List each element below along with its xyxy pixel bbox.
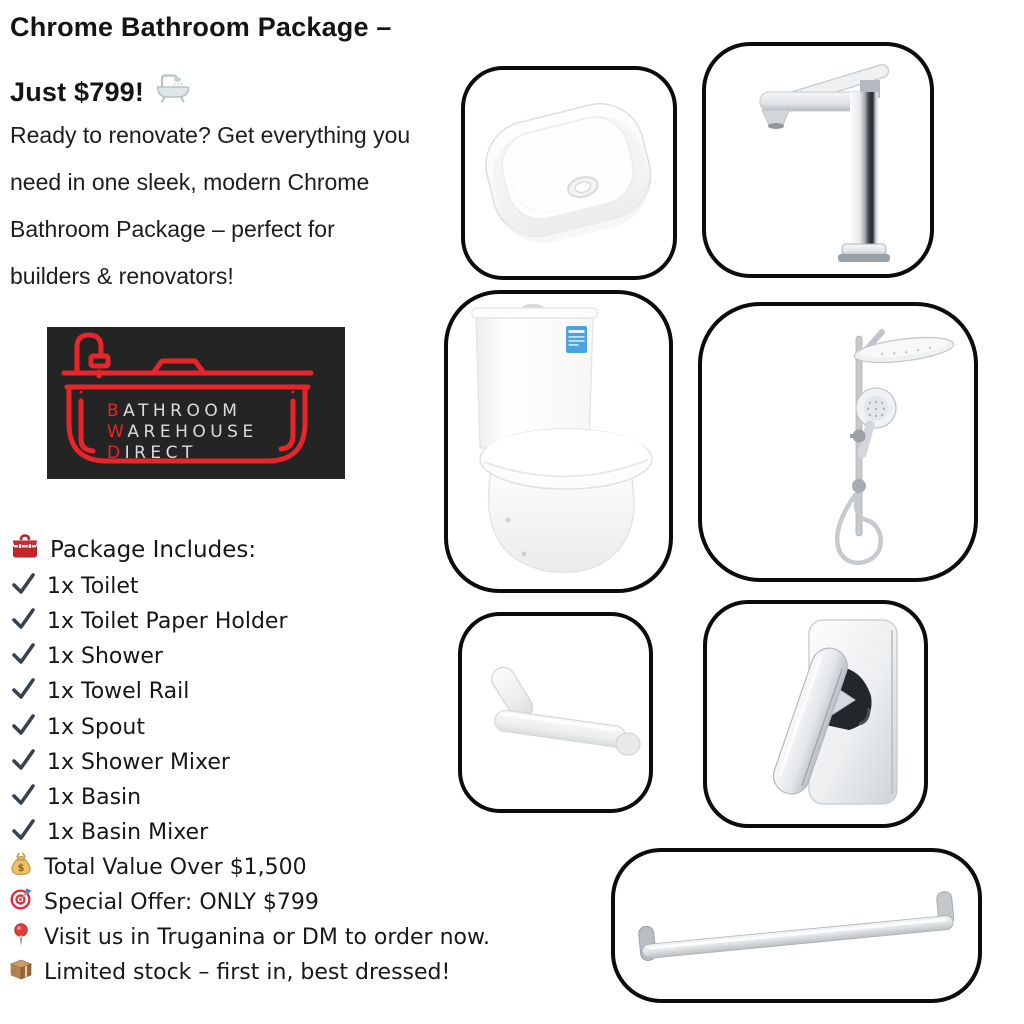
page-title-line1: Chrome Bathroom Package –: [10, 12, 392, 42]
intro-line: builders & renovators!: [10, 263, 234, 289]
product-tile-shower: [698, 302, 978, 582]
offer-label: Total Value Over $1,500: [44, 854, 307, 880]
back-to-wall-toilet-image: [450, 296, 667, 587]
product-tile-towel-rail: [611, 848, 982, 1003]
target-icon: [8, 886, 34, 918]
money-bag-icon: [8, 851, 34, 883]
logo-line-warehouse: WAREHOUSE: [107, 422, 258, 442]
toilet-paper-holder-image: [464, 618, 647, 807]
pushpin-icon: [8, 921, 34, 953]
checkmark-icon: [10, 605, 37, 638]
product-tile-shower-mixer: [703, 600, 928, 828]
list-item-label: 1x Towel Rail: [47, 679, 190, 704]
offer-special: [8, 886, 319, 918]
brand-logo: [47, 327, 345, 484]
list-item: [10, 711, 145, 744]
tall-basin-mixer-image: [708, 48, 928, 272]
checkmark-icon: [10, 711, 37, 744]
checkmark-icon: [10, 816, 37, 849]
list-item: [10, 816, 208, 849]
list-item-label: 1x Spout: [47, 715, 145, 740]
single-towel-rail-image: [617, 854, 976, 997]
list-item-label: 1x Basin: [47, 785, 142, 810]
intro-line: Bathroom Package – perfect for: [10, 216, 335, 242]
checkmark-icon: [10, 746, 37, 779]
list-item-label: 1x Shower Mixer: [47, 750, 230, 775]
intro-line: Ready to renovate? Get everything you: [10, 122, 411, 148]
list-item-label: 1x Toilet: [47, 574, 139, 599]
toolbox-icon: [10, 533, 40, 566]
offer-label: Special Offer: ONLY $799: [44, 889, 319, 915]
list-item: [10, 640, 163, 673]
logo-line-direct: DIRECT: [107, 443, 197, 463]
list-item: [10, 675, 189, 708]
intro-line: need in one sleek, modern Chrome: [10, 169, 370, 195]
offer-stock: [8, 956, 450, 988]
twin-rail-shower-image: [704, 308, 972, 576]
offer-total-value: [8, 851, 307, 883]
wall-shower-mixer-image: [709, 606, 922, 822]
checkmark-icon: [10, 675, 37, 708]
list-item-label: 1x Toilet Paper Holder: [47, 609, 288, 634]
list-item: [10, 570, 139, 603]
page-title-price: Just $799!: [10, 77, 145, 107]
svg-text:$: $: [17, 863, 25, 874]
checkmark-icon: [10, 570, 37, 603]
offer-label: Limited stock – first in, best dressed!: [44, 959, 451, 985]
list-item: [10, 746, 230, 779]
checkmark-icon: [10, 640, 37, 673]
product-tile-basin: [461, 66, 677, 280]
product-tile-basin-mixer: [702, 42, 934, 278]
vessel-basin-image: [467, 72, 671, 274]
list-item: [10, 781, 141, 814]
bathtub-icon: [154, 72, 194, 111]
product-tile-paper-holder: [458, 612, 653, 813]
product-tile-toilet: [444, 290, 673, 593]
list-item-label: 1x Shower: [47, 644, 163, 669]
offer-visit: [8, 921, 490, 953]
list-item: [10, 605, 288, 638]
package-box-icon: [8, 956, 34, 988]
checkmark-icon: [10, 781, 37, 814]
package-includes-heading: [10, 533, 256, 566]
page-title-line2: [10, 72, 194, 111]
list-item-label: 1x Basin Mixer: [47, 820, 209, 845]
offer-label: Visit us in Truganina or DM to order now.: [44, 924, 490, 950]
logo-line-bathroom: BATHROOM: [107, 401, 242, 421]
package-includes-label: Package Includes:: [50, 536, 257, 563]
